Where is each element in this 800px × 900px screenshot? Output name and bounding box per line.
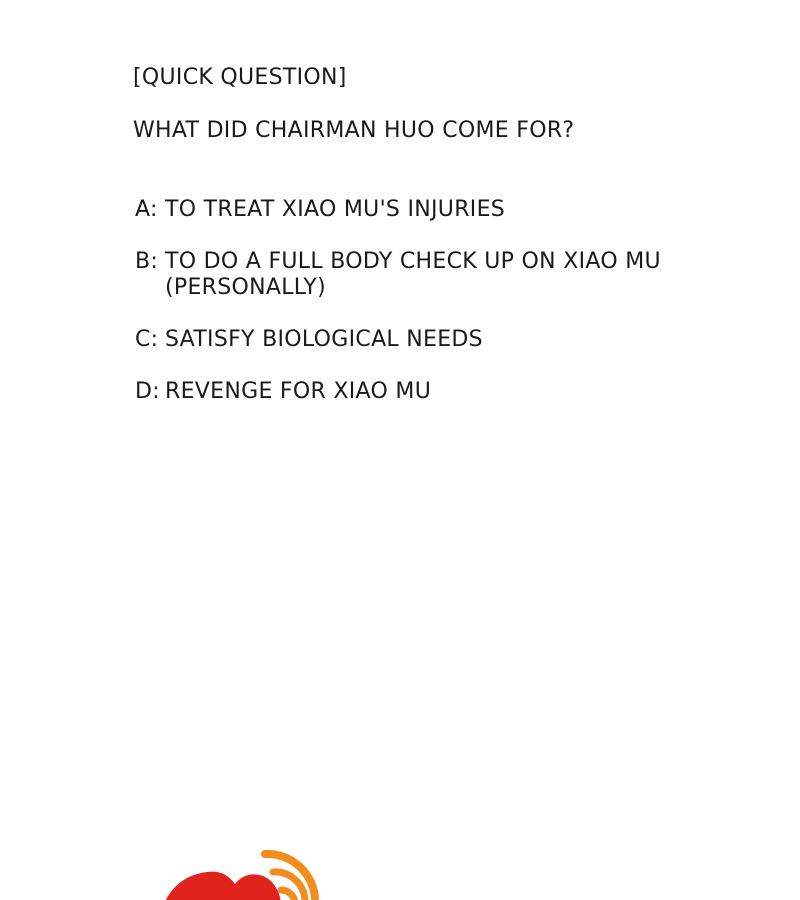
option-text: TO TREAT XIAO MU'S INJURIES [165,197,506,222]
option-letter: C: [135,327,159,352]
logo-heart-shape [165,872,281,900]
logo-signal-arc-inner [281,890,295,900]
quiz-question: WHAT DID CHAIRMAN HUO COME FOR? [133,118,575,143]
option-text: TO DO A FULL BODY CHECK UP ON XIAO MU (PERSONALLY) [165,249,661,300]
option-letter: D: [135,379,160,404]
option-c [135,327,675,353]
option-d [135,379,675,405]
quiz-tag: [QUICK QUESTION] [133,65,347,90]
option-letter: B: [135,249,159,274]
option-letter: A: [135,197,158,222]
option-text: SATISFY BIOLOGICAL NEEDS [165,327,483,352]
option-b [135,249,675,301]
option-a [135,197,675,223]
option-text: REVENGE FOR XIAO MU [165,379,432,404]
signal-heart-logo-icon [155,840,335,900]
